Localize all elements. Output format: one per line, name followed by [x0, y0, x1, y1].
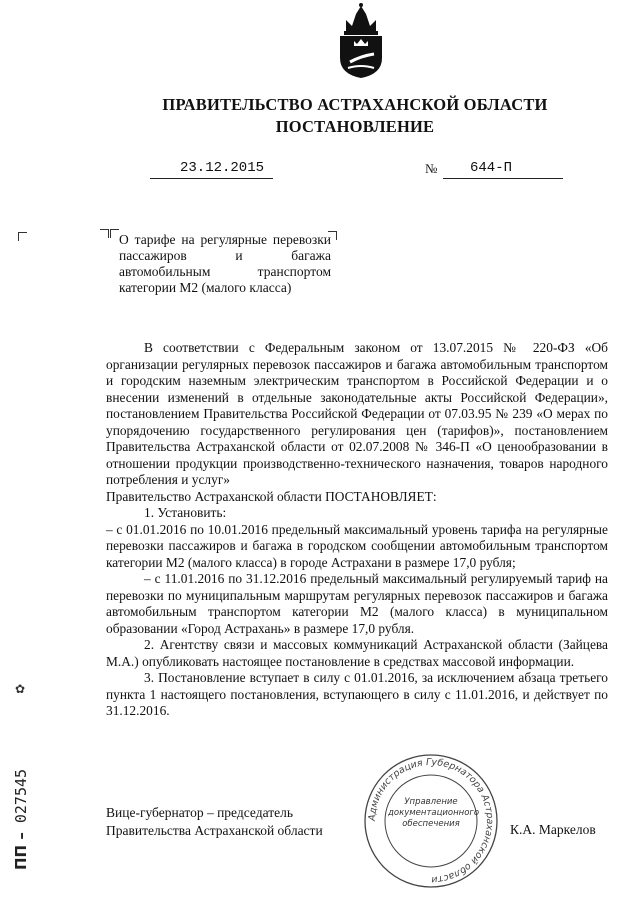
- body-paragraph: 1. Установить:: [144, 505, 227, 520]
- signatory-position: [106, 804, 323, 840]
- document-body: [106, 340, 608, 720]
- serial-number: [12, 769, 30, 870]
- corner-mark: [110, 229, 119, 238]
- stamp-outer-text: Администрация Губернатора Астраханской области: [366, 756, 496, 886]
- corner-mark: [18, 232, 27, 241]
- body-paragraph: 2. Агентству связи и массовых коммуникаций Астраханской области (Зайцева М.А.) опубликовать настоящее постановление в средствах массовой информации.: [106, 637, 608, 669]
- body-paragraph: 3. Постановление вступает в силу с 01.01.2016, за исключением абзаца третьего пункта 1 настоящего постановления, вступающего в силу с 11.01.2016, и действует по 31.12.2016.: [106, 670, 608, 718]
- position-line: Вице-губернатор – председатель: [106, 805, 293, 820]
- body-paragraph: В соответствии с Федеральным законом от 13.07.2015 № 220-ФЗ «Об организации регулярных перевозок пассажиров и багажа автомобильным транспортом и городским наземным электрическим транспортом в Российской Федерации и о внесении изменений в отдельные законодательные акты Российской Федерации», постановлением Правительства Российской Федерации от 07.03.95 № 239 «О мерах по упорядочению государственного регулирования цен (тарифов)», постановлением Правительства Астраханской области от 02.07.2008 № 346-П «О ценообразовании в отношении продукции производственно-технического назначения, товаров народного потребления и услуг»: [106, 340, 608, 487]
- number-sign: №: [425, 161, 438, 176]
- document-date: 23.12.2015: [180, 160, 265, 176]
- position-line: Правительства Астраханской области: [106, 823, 323, 838]
- signatory-name: К.А. Маркелов: [510, 822, 596, 837]
- stamp-inner-text: Управление документационного обеспечения: [388, 797, 480, 829]
- document-type: ПОСТАНОВЛЕНИЕ: [275, 117, 435, 136]
- flower-ornament-icon: ✿: [15, 682, 26, 696]
- body-paragraph: Правительство Астраханской области ПОСТАНОВЛЯЕТ:: [106, 488, 437, 504]
- serial-prefix: ПП –: [12, 832, 30, 870]
- government-title: ПРАВИТЕЛЬСТВО АСТРАХАНСКОЙ ОБЛАСТИ: [162, 95, 548, 114]
- corner-mark: [100, 229, 109, 238]
- body-paragraph: – с 11.01.2016 по 31.12.2016 предельный максимальный регулируемый тариф на перевозки по муниципальным маршрутам регулярных перевозок пассажиров и багажа автомобильным транспортом категории М2 (малого класса) в муниципальном образовании «Город Астрахань» в размере 17,0 рубля.: [106, 571, 608, 636]
- coat-of-arms-icon: [330, 2, 392, 80]
- document-number: 644-П: [470, 160, 513, 176]
- document-subject: О тарифе на регулярные перевозки пассажиров и багажа автомобильным транспортом категории М2 (малого класса): [119, 232, 331, 295]
- body-paragraph: – с 01.01.2016 по 10.01.2016 предельный максимальный уровень тарифа на регулярные перевозки пассажиров и багажа в городском сообщении автомобильным транспортом категории М2 (малого класса) в городе Астрахани в размере 17,0 рубля;: [106, 521, 608, 570]
- serial-digits: 027545: [12, 768, 30, 824]
